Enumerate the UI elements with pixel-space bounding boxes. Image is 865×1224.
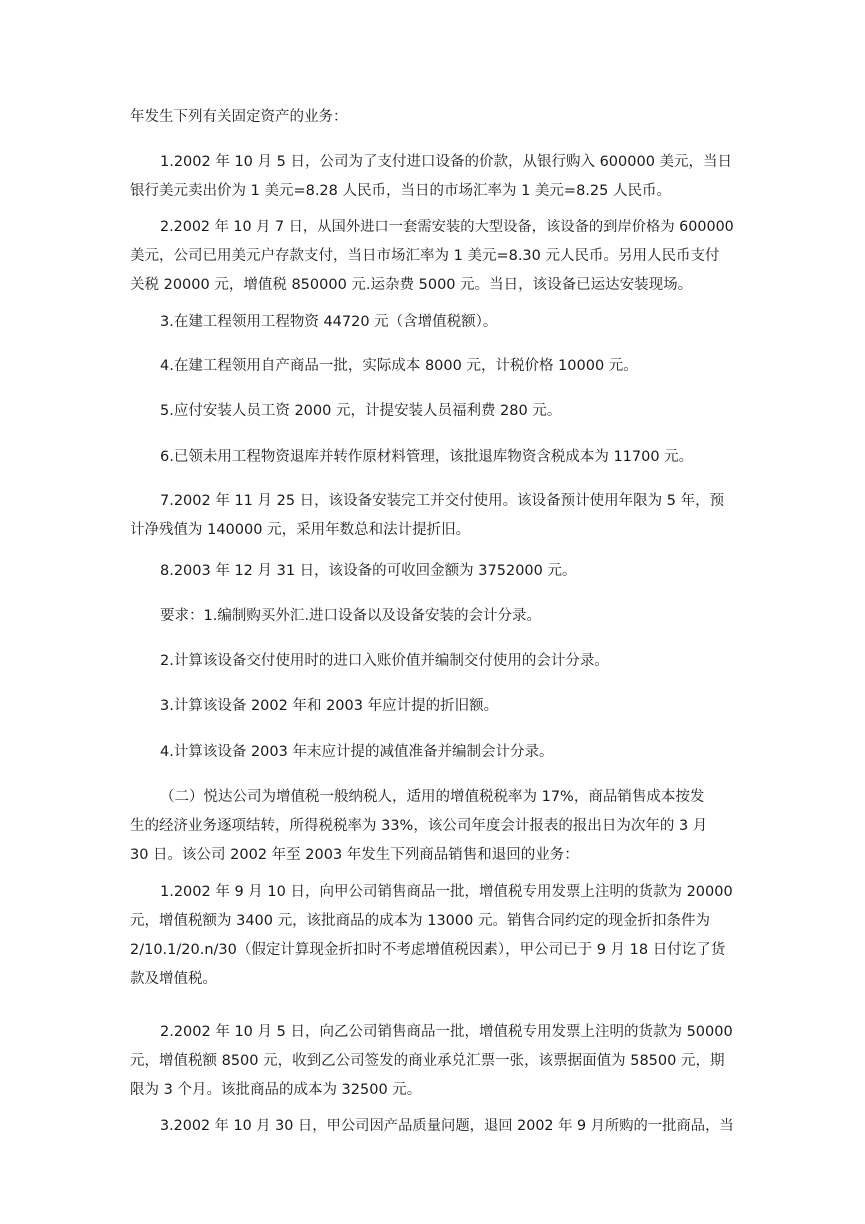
paragraph-requirement-2 xyxy=(130,647,738,676)
text-line: 美元，公司已用美元户存款支付，当日市场汇率为 1 美元=8.30 元人民币。另用人民币支付 xyxy=(130,248,720,264)
text-line: 要求：1.编制购买外汇.进口设备以及设备安装的会计分录。 xyxy=(160,608,541,624)
paragraph-intro xyxy=(130,103,738,132)
text-line: 2.2002 年 10 月 5 日，向乙公司销售商品一批，增值税专用发票上注明的货款为 50000 xyxy=(160,1024,733,1040)
text-line: 年发生下列有关固定资产的业务： xyxy=(130,109,348,125)
paragraph-item-6 xyxy=(130,443,738,472)
paragraph-requirement-1 xyxy=(130,602,738,631)
paragraph-sale-3 xyxy=(130,1112,738,1141)
paragraph-item-5 xyxy=(130,397,738,426)
text-line: 元，增值税额为 3400 元，该批商品的成本为 13000 元。销售合同约定的现金折扣条件为 xyxy=(130,913,710,929)
paragraph-requirement-3 xyxy=(130,692,738,721)
paragraph-item-3 xyxy=(130,308,738,337)
text-line: 限为 3 个月。该批商品的成本为 32500 元。 xyxy=(130,1082,422,1098)
text-line: 3.在建工程领用工程物资 44720 元（含增值税额）。 xyxy=(160,314,498,330)
paragraph-sale-2 xyxy=(130,1018,738,1105)
text-line: 关税 20000 元，增值税 850000 元.运杂费 5000 元。当日，该设备已运达安装现场。 xyxy=(130,277,693,293)
text-line: 4.计算该设备 2003 年末应计提的减值准备并编制会计分录。 xyxy=(160,744,554,760)
text-line: 3.计算该设备 2002 年和 2003 年应计提的折旧额。 xyxy=(160,698,499,714)
text-line: 生的经济业务逐项结转，所得税税率为 33%，该公司年度会计报表的报出日为次年的 3 月 xyxy=(130,818,708,834)
text-line: 6.已领未用工程物资退库并转作原材料管理，该批退库物资含税成本为 11700 元。 xyxy=(160,449,694,465)
paragraph-item-7 xyxy=(130,487,738,545)
paragraph-section-2 xyxy=(130,783,738,870)
text-line: 银行美元卖出价为 1 美元=8.28 人民币，当日的市场汇率为 1 美元=8.25 人民币。 xyxy=(130,183,671,199)
text-line: 4.在建工程领用自产商品一批，实际成本 8000 元，计税价格 10000 元。 xyxy=(160,358,638,374)
text-line: 5.应付安装人员工资 2000 元，计提安装人员福利费 280 元。 xyxy=(160,403,562,419)
text-line: 2.计算该设备交付使用时的进口入账价值并编制交付使用的会计分录。 xyxy=(160,653,609,669)
paragraph-item-8 xyxy=(130,557,738,586)
text-line: 元，增值税额 8500 元，收到乙公司签发的商业承兑汇票一张，该票据面值为 58500 元，期 xyxy=(130,1053,725,1069)
text-line: 3.2002 年 10 月 30 日，甲公司因产品质量问题，退回 2002 年 9 月所购的一批商品，当 xyxy=(160,1118,734,1134)
text-line: 款及增值税。 xyxy=(130,971,217,987)
text-line: 1.2002 年 10 月 5 日，公司为了支付进口设备的价款，从银行购入 600000 美元，当日 xyxy=(160,154,733,170)
text-line: 计净残值为 140000 元，采用年数总和法计提折旧。 xyxy=(130,522,471,538)
text-line: 7.2002 年 11 月 25 日，该设备安装完工并交付使用。该设备预计使用年限为 5 年，预 xyxy=(160,493,725,509)
text-line: （二）悦达公司为增值税一般纳税人，适用的增值税税率为 17%，商品销售成本按发 xyxy=(160,789,705,805)
paragraph-sale-1 xyxy=(130,878,738,994)
paragraph-item-1 xyxy=(130,148,738,206)
text-line: 8.2003 年 12 月 31 日，该设备的可收回金额为 3752000 元。 xyxy=(160,563,577,579)
text-line: 2/10.1/20.n/30（假定计算现金折扣时不考虑增值税因素），甲公司已于 9 月 18 日付讫了货 xyxy=(130,942,726,958)
paragraph-item-2 xyxy=(130,213,738,300)
text-line: 1.2002 年 9 月 10 日，向甲公司销售商品一批，增值税专用发票上注明的货款为 20000 xyxy=(160,884,733,900)
paragraph-requirement-4 xyxy=(130,738,738,767)
text-line: 30 日。该公司 2002 年至 2003 年发生下列商品销售和退回的业务： xyxy=(130,847,579,863)
text-line: 2.2002 年 10 月 7 日，从国外进口一套需安装的大型设备，该设备的到岸价格为 600000 xyxy=(160,219,734,235)
paragraph-item-4 xyxy=(130,352,738,381)
